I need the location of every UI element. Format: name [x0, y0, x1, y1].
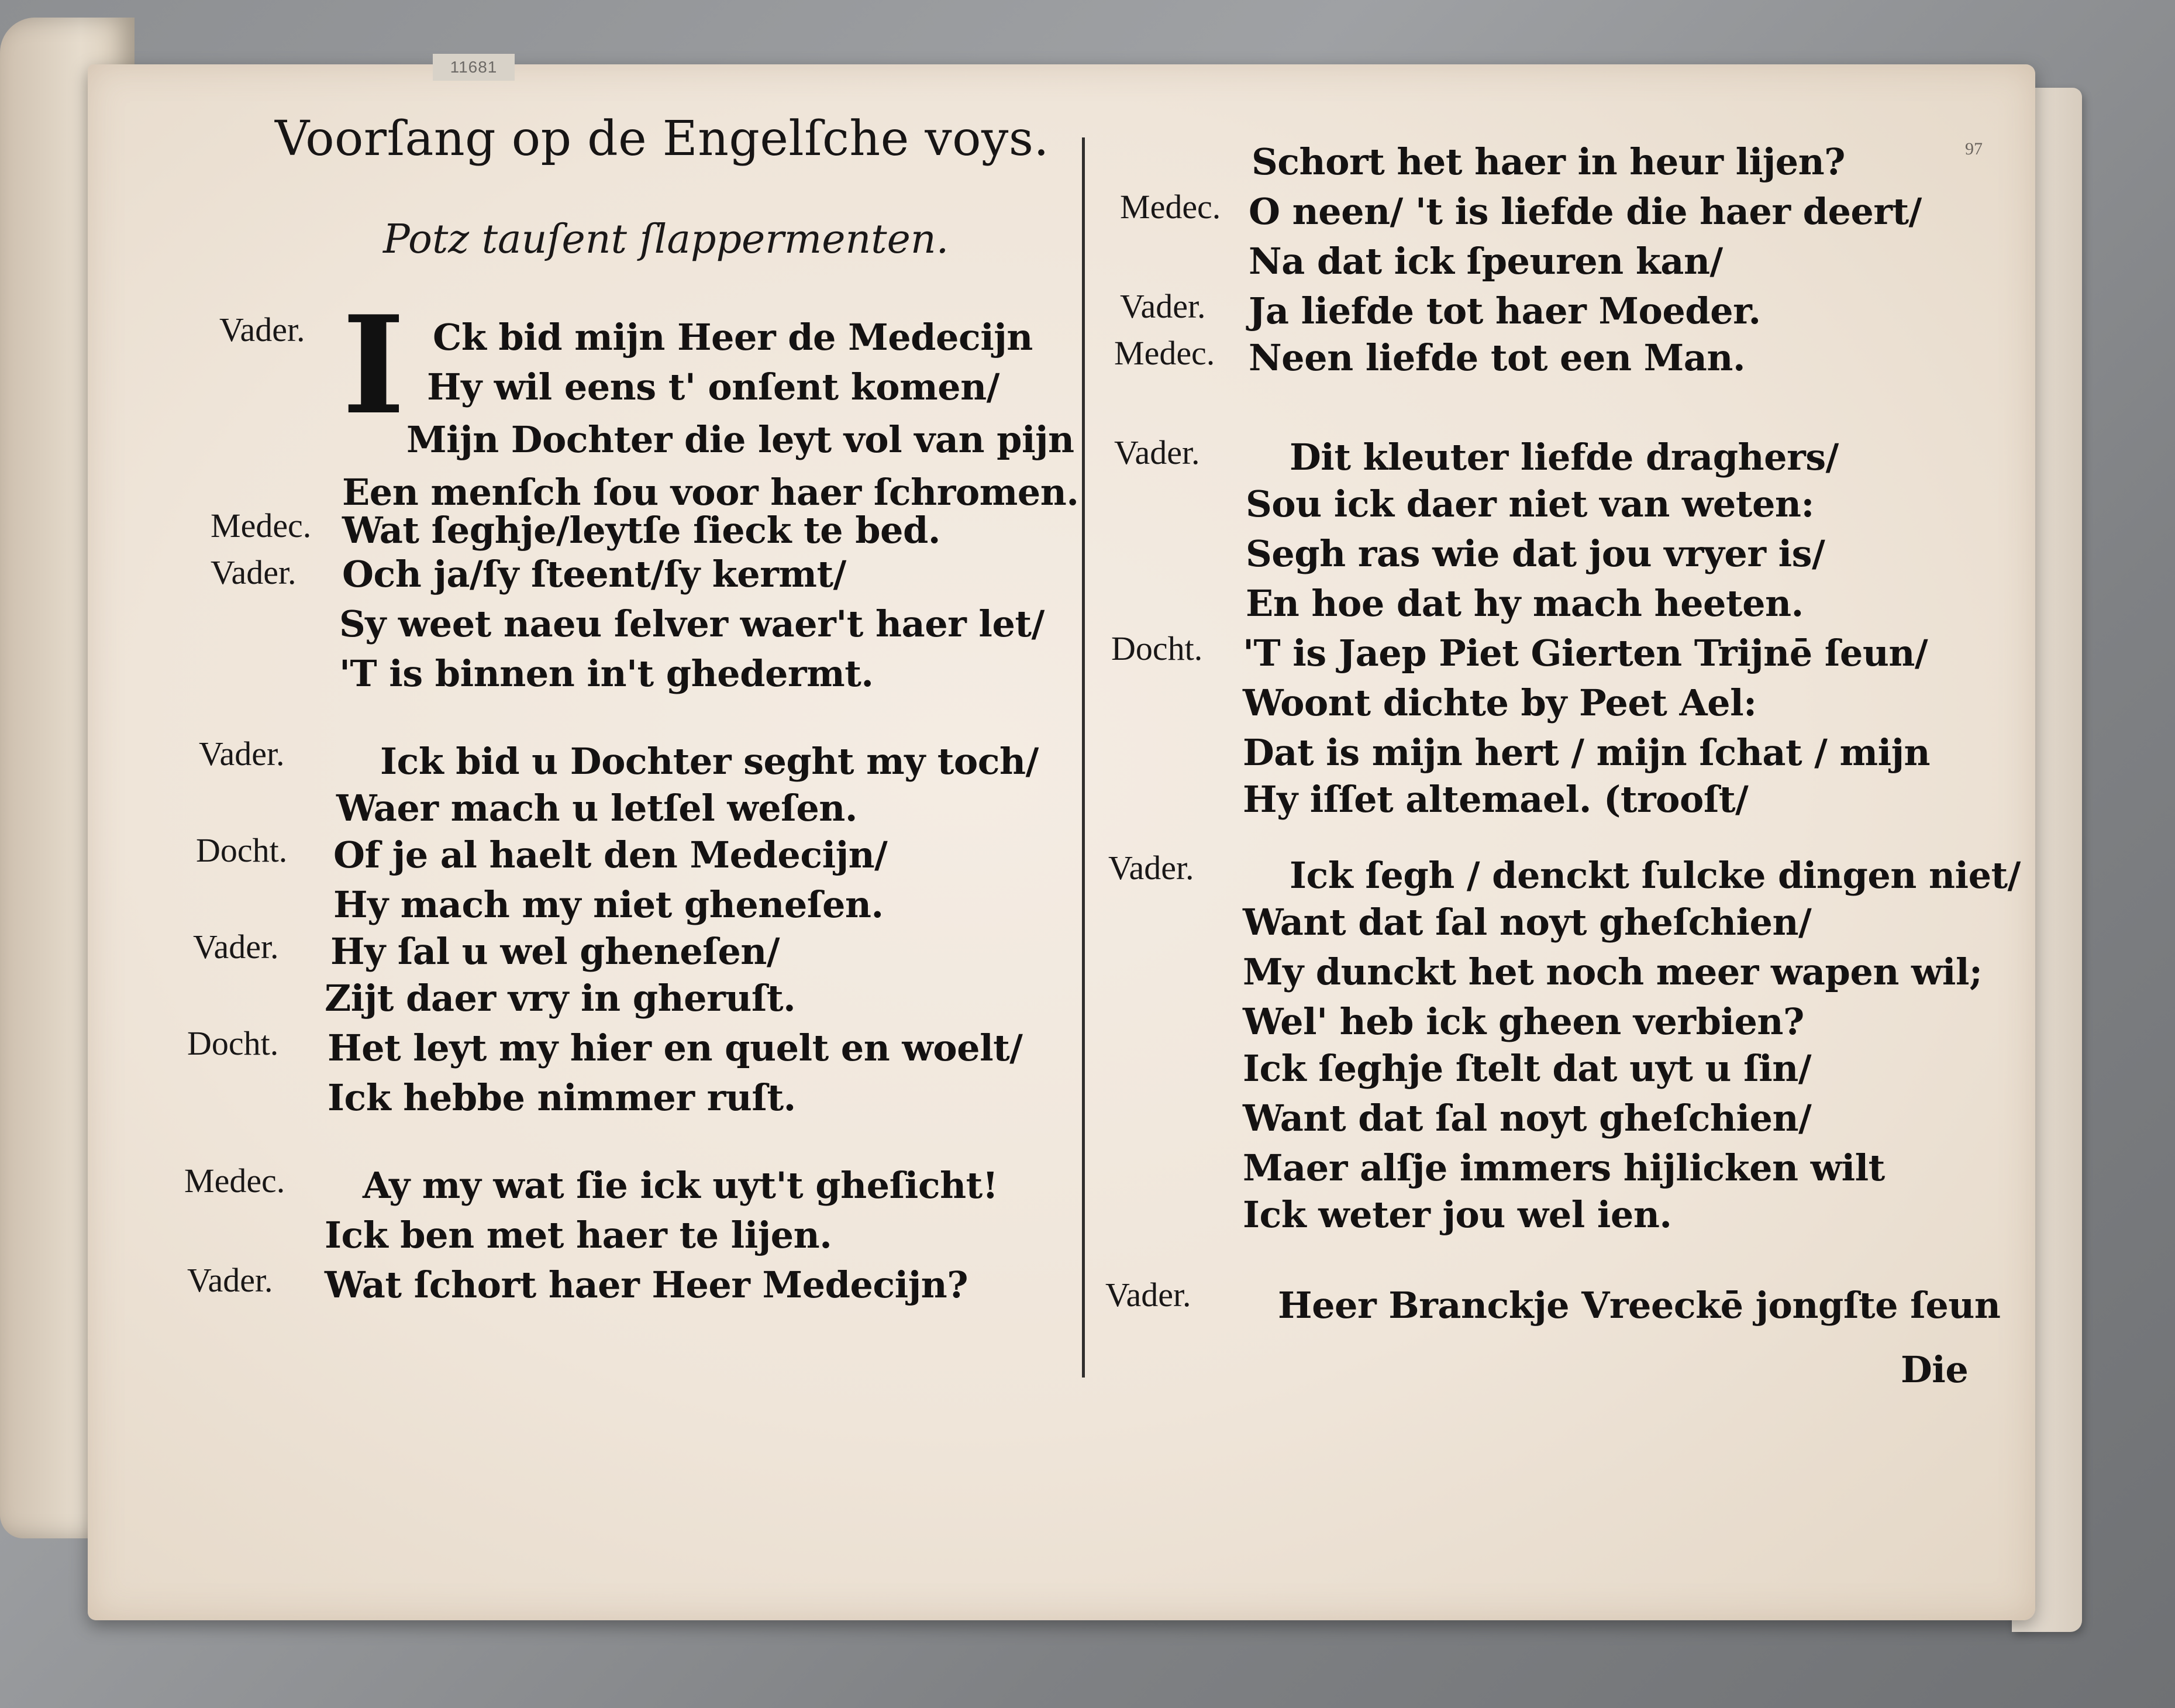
verse-line: Sou ick daer niet van weten: [1246, 483, 1814, 525]
speaker-label: Vader. [1120, 287, 1206, 325]
speaker-label: Vader. [1105, 1276, 1191, 1314]
speaker-label: Medec. [211, 507, 312, 545]
verse-line: Hy iſſet altemael. (trooſt/ [1243, 778, 1749, 821]
speaker-label: Medec. [184, 1162, 285, 1200]
verse-line: Heer Branckje Vreeckē jongſte ſeun [1278, 1284, 2001, 1327]
verse-line: Dit kleuter liefde draghers/ [1290, 436, 1839, 478]
verse-line: Sy weet naeu ſelver waer't haer let/ [339, 602, 1045, 645]
verse-line: Hy mach my niet gheneſen. [333, 883, 884, 926]
verse-line: Hy wil eens t' onſent komen/ [427, 366, 999, 408]
catchword: Die [1901, 1348, 1969, 1391]
verse-line: Ck bid mijn Heer de Medecijn [433, 316, 1033, 359]
speaker-label: Docht. [187, 1024, 279, 1062]
speaker-label: Medec. [1120, 188, 1221, 226]
speaker-label: Vader. [193, 928, 279, 966]
verse-line: Want dat ſal noyt gheſchien/ [1243, 901, 1812, 943]
verse-line: Een menſch ſou voor haer ſchromen. [342, 471, 1079, 514]
catalog-mark: 11681 [433, 54, 515, 81]
verse-line: Zijt daer vry in gheruſt. [325, 977, 796, 1020]
verse-line: Wat ſchort haer Heer Medecijn? [325, 1263, 968, 1306]
verse-line: Mijn Dochter die leyt vol van pijn [406, 418, 1074, 461]
speaker-label: Medec. [1114, 334, 1215, 372]
speaker-label: Vader. [199, 735, 285, 773]
verse-line: My dunckt het noch meer wapen wil; [1243, 951, 1983, 993]
verse-line: Ick weter jou wel ien. [1243, 1193, 1672, 1236]
speaker-label: Vader. [1114, 433, 1200, 471]
verse-line: Want dat ſal noyt gheſchien/ [1243, 1097, 1812, 1139]
verse-line: Dat is mijn hert / mijn ſchat / mijn [1243, 731, 1931, 774]
song-tune: Potz tauſent ſlappermenten. [383, 216, 949, 263]
speaker-label: Docht. [1111, 629, 1203, 667]
verse-line: Waer mach u letſel weſen. [336, 787, 857, 829]
column-divider [1082, 137, 1085, 1378]
verse-line: 'T is Jaep Piet Gierten Trijnē ſeun/ [1243, 632, 1928, 674]
verse-line: Ick ſeghje ſtelt dat uyt u ſin/ [1243, 1047, 1812, 1090]
verse-line: Wel' heb ick gheen verbien? [1243, 1000, 1804, 1043]
song-title: Voorſang op de Engelſche voys. [275, 111, 1049, 167]
speaker-label: Vader. [187, 1261, 273, 1299]
page-number: 97 [1965, 139, 1983, 159]
verse-line: 'T is binnen in't ghedermt. [339, 652, 874, 695]
speaker-label: Docht. [196, 831, 288, 869]
verse-line: Schort het haer in heur lijen? [1252, 140, 1845, 183]
speaker-label: Vader. [219, 311, 305, 349]
verse-line: Of je al haelt den Medecijn/ [333, 834, 888, 876]
verse-line: Ay my wat ſie ick uyt't gheſicht! [363, 1164, 998, 1207]
speaker-label: Vader. [1108, 849, 1194, 887]
verse-line: Woont dichte by Peet Ael: [1243, 681, 1757, 724]
verse-line: O neen/ 't is liefde die haer deert/ [1249, 190, 1922, 233]
verse-line: Het leyt my hier en quelt en woelt/ [328, 1027, 1023, 1069]
verse-line: Hy ſal u wel gheneſen/ [330, 930, 780, 973]
verse-line: Ick bid u Dochter seght my toch/ [380, 740, 1039, 783]
verse-line: Wat ſeghje/leytſe ſieck te bed. [342, 509, 940, 552]
verse-line: En hoe dat hy mach heeten. [1246, 582, 1804, 625]
verse-line: Na dat ick ſpeuren kan/ [1249, 240, 1723, 283]
drop-cap: I [342, 287, 405, 445]
verse-line: Ick ſegh / denckt ſulcke dingen niet/ [1290, 854, 2021, 897]
verse-line: Och ja/ſy ſteent/ſy kermt/ [342, 553, 846, 595]
verse-line: Neen liefde tot een Man. [1249, 336, 1746, 379]
verse-line: Ja liefde tot haer Moeder. [1249, 290, 1761, 332]
verse-line: Maer alſje immers hijlicken wilt [1243, 1146, 1885, 1189]
verse-line: Segh ras wie dat jou vryer is/ [1246, 532, 1825, 575]
verse-line: Ick hebbe nimmer ruſt. [328, 1076, 796, 1119]
speaker-label: Vader. [211, 553, 297, 591]
verse-line: Ick ben met haer te lijen. [325, 1214, 832, 1256]
